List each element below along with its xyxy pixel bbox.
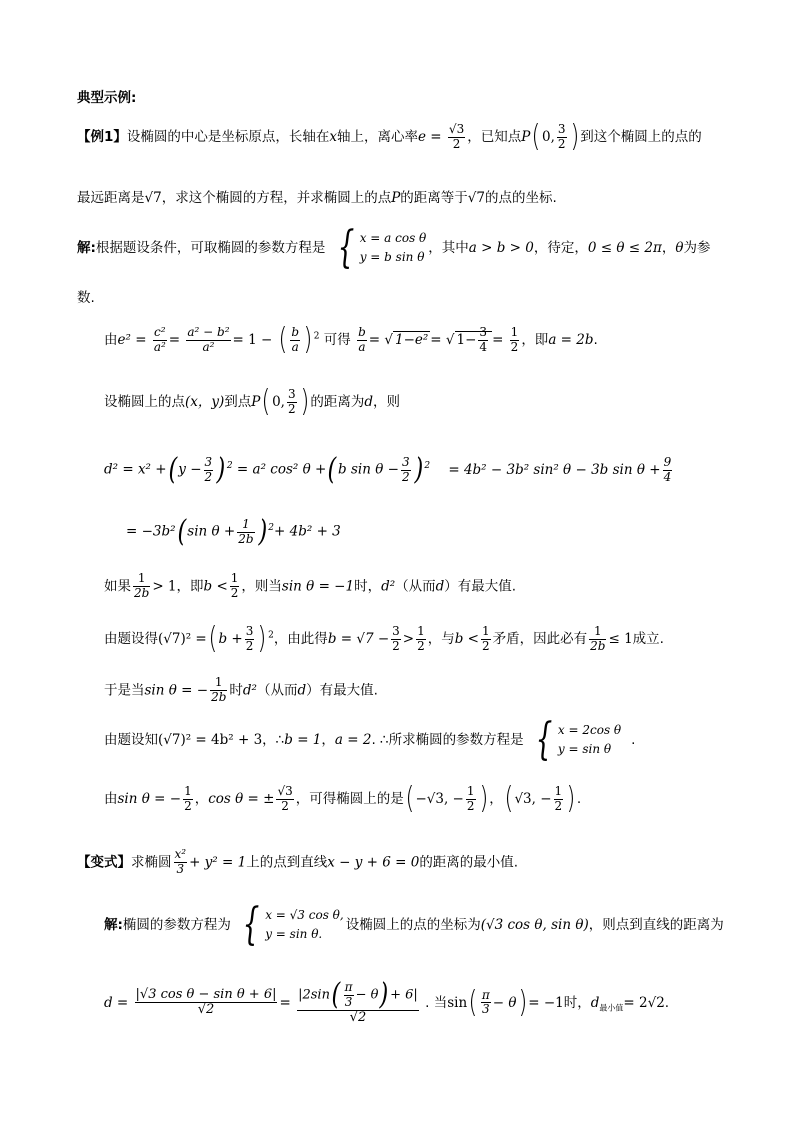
solution-line-3: 由e² = $\frac{\text{c²}}{\text{a²}}$ = $\frac{\text{a² − b²}}{\text{a²}}$ = 1 − ( $\frac{b}{a}$ )$^2$ 可得 $\frac{b}{a}$ = √ 1−e² = √ 1− $\frac{3}{4}$ = $\frac{1}{2}$ ，即a = 2b.: [104, 322, 598, 357]
result-parametric-system: { x = 2cos θ y = sin θ: [535, 714, 622, 765]
solution-label: 解:: [77, 240, 96, 256]
solution-line-1: 解:根据题设条件，可取椭圆的参数方程是 { x = a cos θ y = b sin θ ，其中a > b > 0，待定，0 ≤ θ ≤ 2π，θ为参: [77, 222, 711, 273]
example-line-2: 最远距离是√7，求这个椭圆的方程，并求椭圆上的点P的距离等于√7的点的坐标.: [77, 190, 557, 206]
solution-line-10: 由题设知(√7)² = 4b² + 3，∴b = 1，a = 2. ∴所求椭圆的参数方程是 { x = 2cos θ y = sin θ .: [104, 714, 636, 765]
parametric-system: { x = a cos θ y = b sin θ: [337, 222, 427, 273]
variant-distance-line: d = $\frac{\text{|√3 cos θ − sin θ + 6|}}{√2}$ = |2sin( $\frac{\pi}{3}$ − θ)+ 6| √2 . 当sin( $\frac{\pi}{3}$ − θ)= −1时，$d_{最小值}= 2√2$.: [104, 977, 670, 1025]
variant-parametric-system: { x = √3 cos θ, y = sin θ.: [242, 899, 344, 950]
solution-line-4: 设椭圆上的点(x，y)到点P(0, $\frac{3}{2}$ )的距离为d，则: [104, 384, 400, 419]
section-heading: 典型示例:: [77, 90, 137, 106]
variant-solution-label: 解:: [104, 917, 123, 933]
distance-expansion: d² = x² +(y − $\frac{3}{2}$ )$^2$ = a² cos² θ +(b sin θ − $\frac{3}{2}$ )$^2$ = 4b² − 3b² sin² θ − 3b sin θ + $\frac{9}{4}$: [104, 452, 672, 487]
distance-completed-square: = −3b²(sin θ + $\frac{1}{2b}$ )$^2$+ 4b² + 3: [126, 514, 341, 549]
variant-solution-line: 解:椭圆的参数方程为 { x = √3 cos θ, y = sin θ. 设椭圆上的点的坐标为(√3 cos θ, sin θ)，则点到直线的距离为: [104, 899, 724, 950]
variant-label: 【变式】: [77, 854, 131, 871]
solution-line-2: 数.: [77, 290, 95, 306]
solution-line-8: 由题设得(√7)² =(b + $\frac{3}{2}$ )$^2$，由此得b = √7 − $\frac{3}{2}$ > $\frac{1}{2}$ ，与b < $\frac{1}{2}$ 矛盾，因此必有 $\frac{1}{2b}$ ≤ 1成立.: [104, 621, 664, 656]
solution-line-7: 如果 $\frac{1}{2b}$ > 1，即b < $\frac{1}{2}$ ，则当sin θ = −1时，d²（从而d）有最大值.: [104, 571, 517, 600]
variant-line-1: 【变式】求椭圆 $\frac{\text{x²}}{3}$ + y² = 1上的点到直线x − y + 6 = 0的距离的最小值.: [77, 847, 519, 876]
solution-line-9: 于是当sin θ = − $\frac{1}{2b}$ 时d²（从而d）有最大值.: [104, 675, 378, 704]
solution-line-11: 由sin θ = − $\frac{1}{2}$ ，cos θ = ± $\frac{√3}{2}$ ，可得椭圆上的是(−√3, − $\frac{1}{2}$ )，(√3, − $\frac{1}{2}$ ).: [104, 781, 582, 816]
example-label: 【例1】: [77, 129, 127, 145]
example-line-1: 【例1】设椭圆的中心是坐标原点，长轴在x轴上，离心率e = $\frac{√3}{2}$ ，已知点P(0, $\frac{3}{2}$ )到这个椭圆上的点的: [77, 119, 702, 154]
eccentricity-fraction: $\frac{√3}{2}$: [448, 121, 465, 151]
